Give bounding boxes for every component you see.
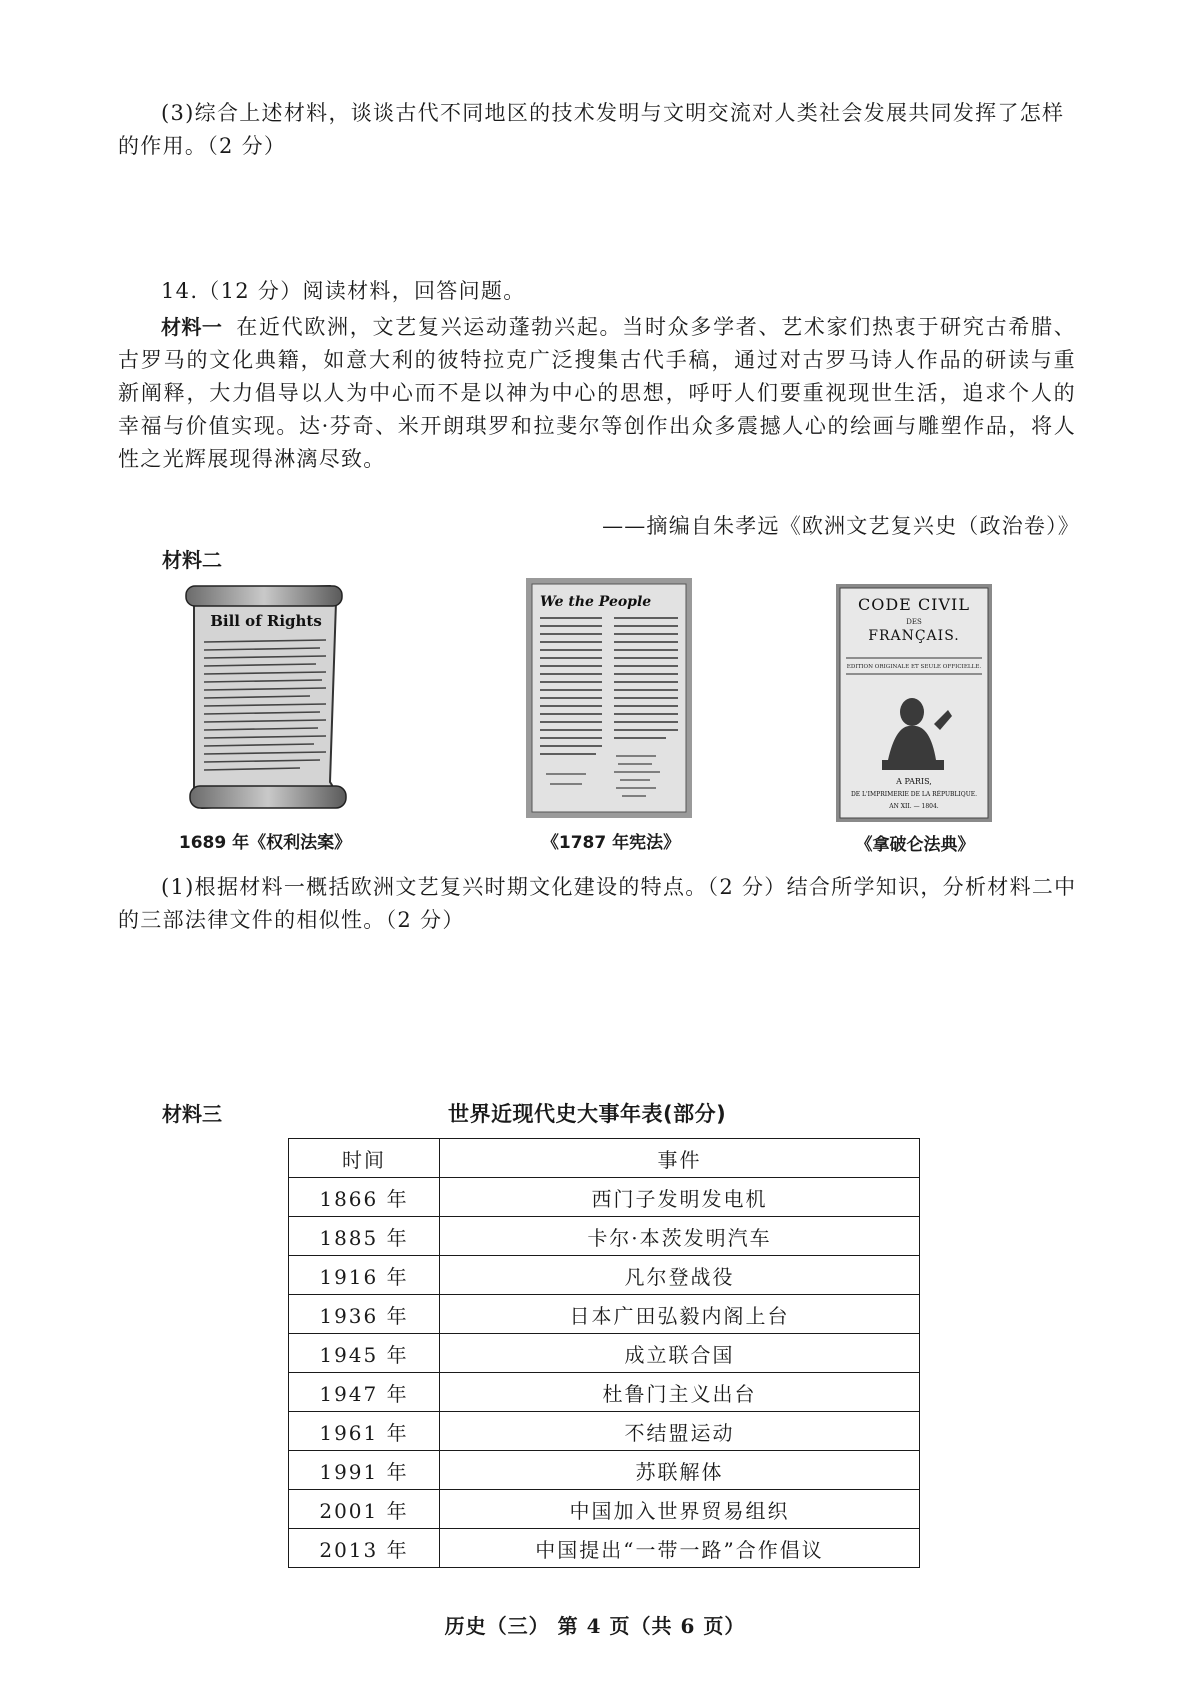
row-event: 卡尔·本茨发明汽车	[440, 1217, 920, 1256]
code-civil-year: AN XII. — 1804.	[889, 803, 939, 810]
code-civil-edition: EDITION ORIGINALE ET SEULE OFFICIELLE.	[846, 664, 982, 670]
row-year: 1866 年	[289, 1178, 440, 1217]
table-row	[289, 1217, 920, 1256]
row-event: 中国提出“一带一路”合作倡议	[440, 1529, 920, 1568]
scroll-title-text: Bill of Rights	[210, 612, 322, 630]
code-civil-book-image	[836, 584, 992, 822]
row-year: 1991 年	[289, 1451, 440, 1490]
row-year: 1961 年	[289, 1412, 440, 1451]
code-civil-francais: FRANÇAIS.	[868, 628, 960, 644]
row-event: 西门子发明发电机	[440, 1178, 920, 1217]
table-row	[289, 1295, 920, 1334]
row-year: 2001 年	[289, 1490, 440, 1529]
material-1-paragraph	[118, 311, 1076, 476]
row-event: 不结盟运动	[440, 1412, 920, 1451]
row-year: 2013 年	[289, 1529, 440, 1568]
table-row	[289, 1490, 920, 1529]
question-14-header: 14.（12 分）阅读材料，回答问题。	[161, 279, 526, 303]
row-event: 日本广田弘毅内阁上台	[440, 1295, 920, 1334]
table-row	[289, 1373, 920, 1412]
caption-code-civil: 《拿破仑法典》	[855, 835, 975, 855]
row-year: 1916 年	[289, 1256, 440, 1295]
table-row	[289, 1412, 920, 1451]
page-footer: 历史（三） 第 4 页（共 6 页）	[444, 1614, 746, 1638]
column-header-event: 事件	[440, 1139, 920, 1178]
column-header-time: 时间	[289, 1139, 440, 1178]
code-civil-title: CODE CIVIL	[857, 595, 971, 614]
table-row	[289, 1451, 920, 1490]
question-3-text: (3)综合上述材料，谈谈古代不同地区的技术发明与文明交流对人类社会发展共同发挥了怎样的作用。（2 分）	[118, 101, 1065, 158]
material-1-source: ——摘编自朱孝远《欧洲文艺复兴史（政治卷）》	[602, 514, 1080, 538]
table-title: 世界近现代史大事年表(部分)	[448, 1102, 727, 1126]
table-header-row	[289, 1139, 920, 1178]
material-2-label: 材料二	[162, 548, 222, 572]
constitution-heading-text: We the People	[540, 594, 652, 610]
row-event: 凡尔登战役	[440, 1256, 920, 1295]
caption-constitution: 《1787 年宪法》	[541, 833, 681, 853]
row-year: 1945 年	[289, 1334, 440, 1373]
code-civil-imprimerie: DE L'IMPRIMERIE DE LA RÉPUBLIQUE.	[850, 791, 978, 798]
caption-bill-of-rights: 1689 年《权利法案》	[178, 833, 352, 853]
constitution-document-image	[526, 578, 692, 818]
code-civil-paris: A PARIS,	[896, 777, 932, 786]
events-table	[288, 1138, 920, 1568]
row-year: 1885 年	[289, 1217, 440, 1256]
row-event: 中国加入世界贸易组织	[440, 1490, 920, 1529]
material-1-label: 材料一	[161, 315, 223, 339]
table-row	[289, 1256, 920, 1295]
sub-question-1: (1)根据材料一概括欧洲文艺复兴时期文化建设的特点。（2 分）结合所学知识，分析材料二中的三部法律文件的相似性。（2 分）	[118, 875, 1077, 932]
row-event: 杜鲁门主义出台	[440, 1373, 920, 1412]
code-civil-des: DES	[906, 618, 922, 626]
row-year: 1947 年	[289, 1373, 440, 1412]
row-event: 苏联解体	[440, 1451, 920, 1490]
table-row	[289, 1334, 920, 1373]
row-event: 成立联合国	[440, 1334, 920, 1373]
table-row	[289, 1529, 920, 1568]
material-1-text: 在近代欧洲，文艺复兴运动蓬勃兴起。当时众多学者、艺术家们热衷于研究古希腊、古罗马的文化典籍，如意大利的彼特拉克广泛搜集古代手稿，通过对古罗马诗人作品的研读与重新阐释，大力倡导以人为中心而不是以神为中心的思想，呼吁人们要重视现世生活，追求个人的幸福与价值实现。达·芬奇、米开朗琪罗和拉斐尔等创作出众多震撼人心的绘画与雕塑作品，将人性之光辉展现得淋漓尽致。	[118, 315, 1076, 471]
scroll-document-image	[180, 582, 352, 814]
material-3-label: 材料三	[162, 1102, 222, 1126]
table-row	[289, 1178, 920, 1217]
row-year: 1936 年	[289, 1295, 440, 1334]
